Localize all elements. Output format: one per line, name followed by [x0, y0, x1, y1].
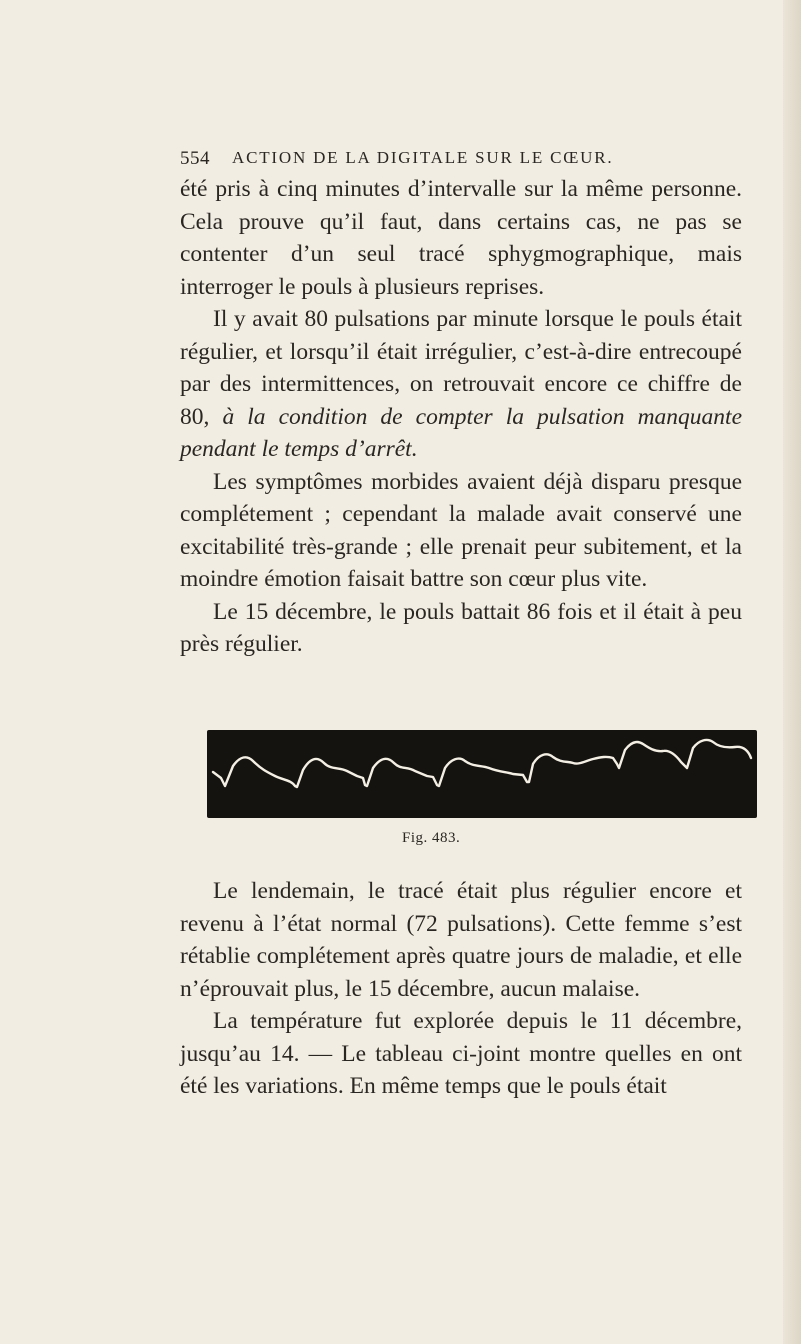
page-edge [783, 0, 801, 1344]
paragraph-symptomes: Les symptômes morbides avaient déjà disparu presque complétement ; cependant la malade avait conservé une excitabilité très-grande ; elle prenait peur subitement, et la moindre émotion faisait battre son cœur plus vite. [180, 468, 742, 592]
paragraph-pulsations-text: Il y avait 80 pulsations par minute lorsque le pouls était régulier, et lorsqu’il était irrégulier, c’est-à-dire entrecoupé par des intermittences, on retrouvait encore ce chiffre de 80, [180, 306, 742, 430]
text-block-bottom [180, 875, 742, 1103]
sphygmograph-figure [207, 730, 757, 818]
paragraph-pulsations-italic: à la condition de compter la pulsation manquante pendant le temps d’arrêt. [180, 403, 742, 462]
pulse-trace-illustration [207, 730, 757, 818]
paragraph-temperature: La température fut explorée depuis le 11 décembre, jusqu’au 14. — Le tableau ci-joint montre quelles en ont été les variations. En même temps que le pouls était [180, 1008, 742, 1099]
paragraph-15-decembre: Le 15 décembre, le pouls battait 86 fois et il était à peu près régulier. [180, 598, 742, 657]
pulse-trace-line [213, 740, 751, 787]
page-number: 554 [180, 148, 210, 169]
text-block-top [180, 173, 742, 661]
running-head [180, 148, 740, 172]
figure-caption: Fig. 483. [402, 830, 461, 846]
paragraph-lendemain: Le lendemain, le tracé était plus régulier encore et revenu à l’état normal (72 pulsations). Cette femme s’est rétablie complétement après quatre jours de maladie, et elle n’éprouvait plus, le 15 décembre, aucun malaise. [180, 878, 742, 1002]
paragraph-continuation: été pris à cinq minutes d’intervalle sur la même personne. Cela prouve qu’il faut, dans certains cas, ne pas se contenter d’un seul tracé sphygmographique, mais interroger le pouls à plusieurs reprises. [180, 176, 742, 300]
paragraph-pulsations [180, 303, 742, 466]
running-title: ACTION DE LA DIGITALE SUR LE CŒUR. [232, 148, 614, 167]
